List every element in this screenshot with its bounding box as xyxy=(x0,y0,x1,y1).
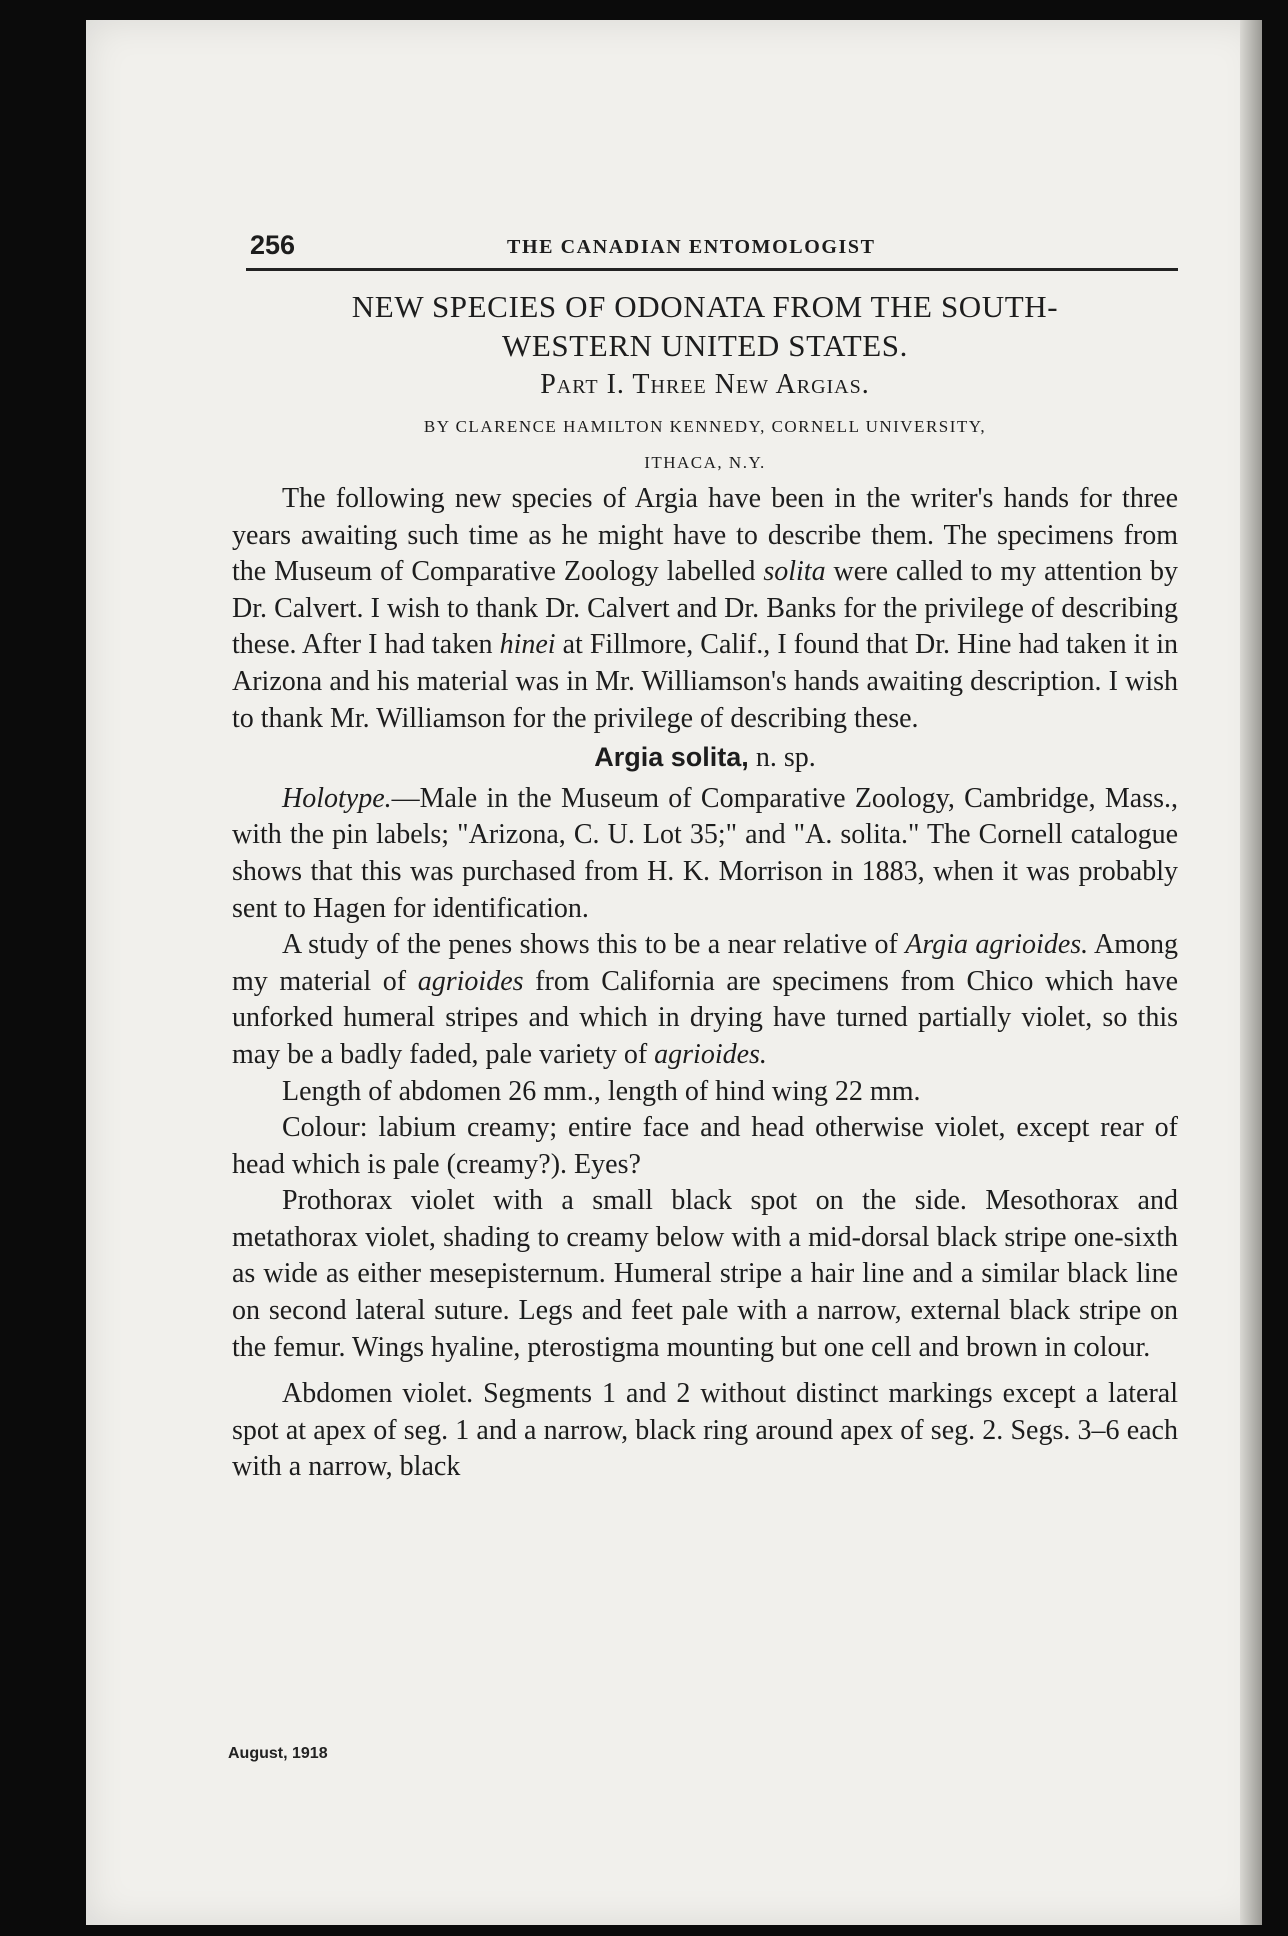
study-italic-2: agrioides xyxy=(417,965,524,997)
species-heading xyxy=(232,739,1178,777)
study-italic-1: Argia agrioides. xyxy=(905,929,1089,961)
journal-title: THE CANADIAN ENTOMOLOGIST xyxy=(507,236,876,258)
intro-paragraph xyxy=(232,481,1178,737)
holotype-label: Holotype. xyxy=(282,782,392,814)
study-text-3: from California are specimens from Chico which have unforked humeral stripes and which in drying have turned partially violet, so this may be a badly faded, pale variety of xyxy=(232,965,1178,1070)
colour-paragraph: Colour: labium creamy; entire face and head otherwise violet, except rear of head which is pale (creamy?). Eyes? xyxy=(232,1112,1178,1180)
text-column xyxy=(232,222,1178,1486)
length-paragraph: Length of abdomen 26 mm., length of hind wing 22 mm. xyxy=(282,1075,921,1107)
intro-text-2: were called to my attention by Dr. Calvert. I wish to thank Dr. Calvert and Dr. Banks for the privilege of describing these. After I had taken xyxy=(232,556,1179,661)
study-text-1: A study of the penes shows this to be a near relative of xyxy=(282,929,906,961)
study-italic-3: agrioides. xyxy=(654,1038,767,1070)
species-name: Argia solita, xyxy=(594,742,749,773)
page-number: 256 xyxy=(250,230,296,260)
intro-text-1: The following new species of Argia have been in the writer's hands for three years awaiting such time as he might have to describe them. The specimens from the Museum of Comparative Zoology labelled xyxy=(232,483,1178,588)
article-body xyxy=(232,481,1178,1486)
prothorax-paragraph: Prothorax violet with a small black spot on the side. Mesothorax and metathorax violet, shading to creamy below with a mid-dorsal black stripe one-sixth as wide as either mesepisternum. Humeral stripe a hair line and a similar black line on second lateral suture. Legs and feet pale with a narrow, external black stripe on the femur. Wings hyaline, pterostigma mounting but one cell and brown in colour. xyxy=(232,1185,1178,1363)
species-suffix: n. sp. xyxy=(748,742,816,774)
part-heading: Part I. Three New Argias. xyxy=(540,369,870,400)
page-edge-shadow xyxy=(1240,20,1262,1925)
header-rule xyxy=(246,268,1178,271)
article-title-line-2: WESTERN UNITED STATES. xyxy=(502,328,908,363)
intro-italic-hinei: hinei xyxy=(499,629,556,661)
author-byline-line-1: BY CLARENCE HAMILTON KENNEDY, CORNELL UNIVERSITY, xyxy=(423,417,987,436)
study-paragraph xyxy=(232,927,1178,1073)
issue-date: August, 1918 xyxy=(228,1745,328,1762)
intro-italic-solita: solita xyxy=(763,556,826,588)
holotype-paragraph xyxy=(232,781,1178,927)
holotype-text: —Male in the Museum of Comparative Zoology, Cambridge, Mass., with the pin labels; "Arizona, C. U. Lot 35;" and "A. solita." The Cornell catalogue shows that this was purchased from H. K. Morrison in 1883, when it was probably sent to Hagen for identification. xyxy=(232,782,1178,924)
intro-text-3: at Fillmore, Calif., I found that Dr. Hine had taken it in Arizona and his material was in Mr. Williamson's hands awaiting description. I wish to thank Mr. Williamson for the privilege of describing these. xyxy=(232,629,1178,734)
abdomen-paragraph: Abdomen violet. Segments 1 and 2 without distinct markings except a lateral spot at apex of seg. 1 and a narrow, black ring around apex of seg. 2. Segs. 3–6 each with a narrow, black xyxy=(232,1378,1178,1483)
study-text-2: Among my material of xyxy=(232,929,1178,997)
author-byline-line-2: ITHACA, N.Y. xyxy=(644,453,766,472)
article-title-line-1: NEW SPECIES OF ODONATA FROM THE SOUTH- xyxy=(351,289,1059,324)
running-head xyxy=(232,222,1178,268)
